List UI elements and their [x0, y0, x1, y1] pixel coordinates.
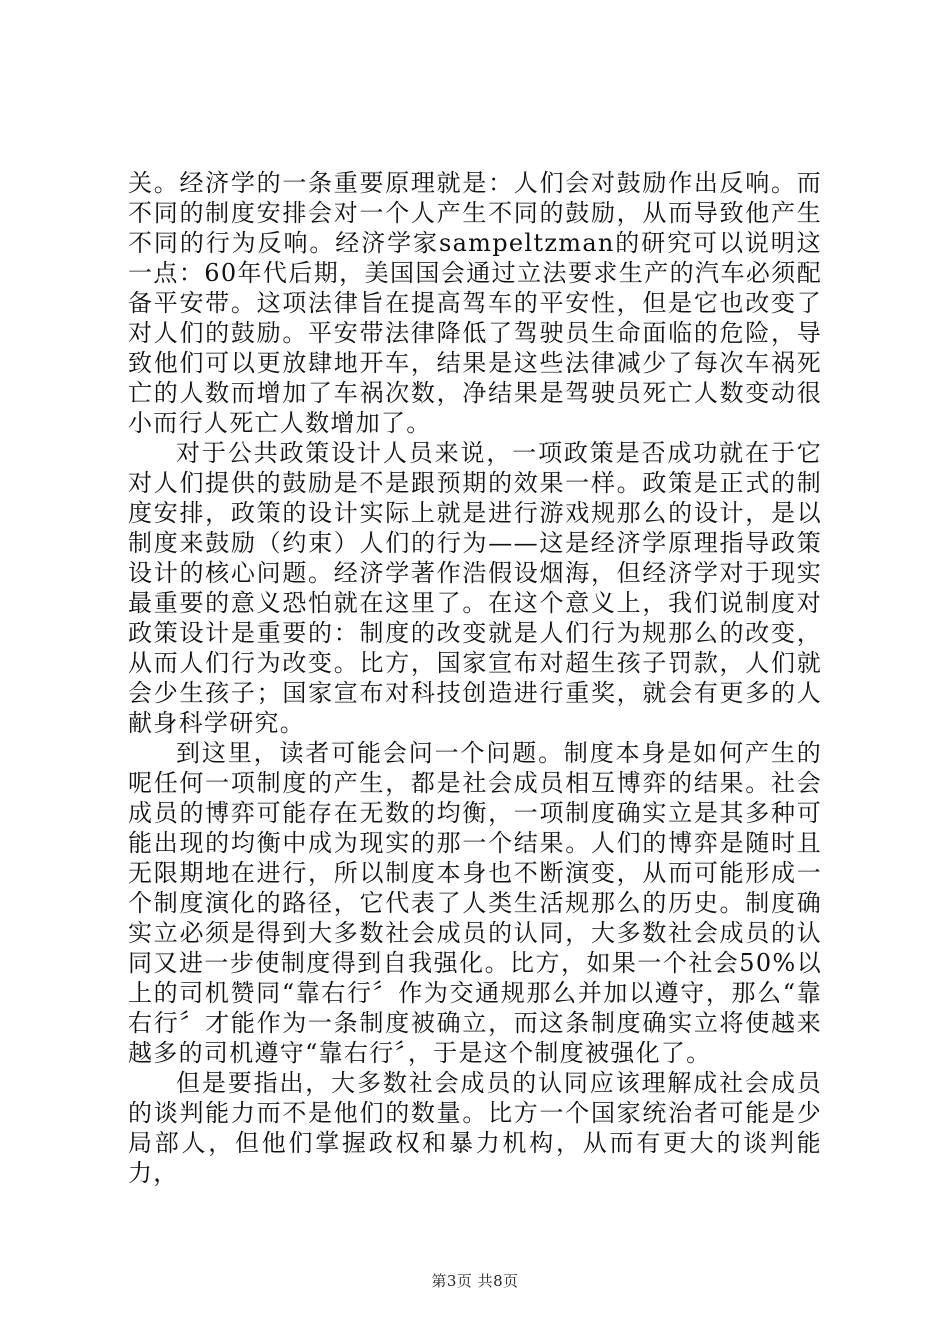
- paragraph-2: 对于公共政策设计人员来说，一项政策是否成功就在于它对人们提供的鼓励是不是跟预期的效果一样。政策是正式的制度安排，政策的设计实际上就是进行游戏规那么的设计，是以制度来鼓励（约束）人们的行为——这是经济学原理指导政策设计的核心问题。经济学著作浩假设烟海，但经济学对于现实最重要的意义恐怕就在这里了。在这个意义上，我们说制度对政策设计是重要的：制度的改变就是人们行为规那么的改变，从而人们行为改变。比方，国家宣布对超生孩子罚款，人们就会少生孩子；国家宣布对科技创造进行重奖，就会有更多的人献身科学研究。: [128, 439, 822, 737]
- paragraph-1: 关。经济学的一条重要原理就是：人们会对鼓励作出反响。而不同的制度安排会对一个人产生不同的鼓励，从而导致他产生不同的行为反响。经济学家sampeltzman的研究可以说明这一点：60年代后期，美国国会通过立法要求生产的汽车必须配备平安带。这项法律旨在提高驾车的平安性，但是它也改变了对人们的鼓励。平安带法律降低了驾驶员生命面临的危险，导致他们可以更放肆地开车，结果是这些法律减少了每次车祸死亡的人数而增加了车祸次数，净结果是驾驶员死亡人数变动很小而行人死亡人数增加了。: [128, 169, 822, 437]
- paragraph-4: 但是要指出，大多数社会成员的认同应该理解成社会成员的谈判能力而不是他们的数量。比方一个国家统治者可能是少局部人，但他们掌握政权和暴力机构，从而有更大的谈判能力，: [128, 1069, 822, 1187]
- document-body: [128, 168, 822, 1188]
- paragraph-3: 到这里，读者可能会问一个问题。制度本身是如何产生的呢任何一项制度的产生，都是社会成员相互博弈的结果。社会成员的博弈可能存在无数的均衡，一项制度确实立是其多种可能出现的均衡中成为现实的那一个结果。人们的博弈是随时且无限期地在进行，所以制度本身也不断演变，从而可能形成一个制度演化的路径，它代表了人类生活规那么的历史。制度确实立必须是得到大多数社会成员的认同，大多数社会成员的认同又进一步使制度得到自我强化。比方，如果一个社会50%以上的司机赞同“靠右行〞作为交通规那么并加以遵守，那么“靠右行〞才能作为一条制度被确立，而这条制度确实立将使越来越多的司机遵守“靠右行〞，于是这个制度被强化了。: [128, 739, 822, 1067]
- page-footer: 第3页 共8页: [431, 1272, 519, 1290]
